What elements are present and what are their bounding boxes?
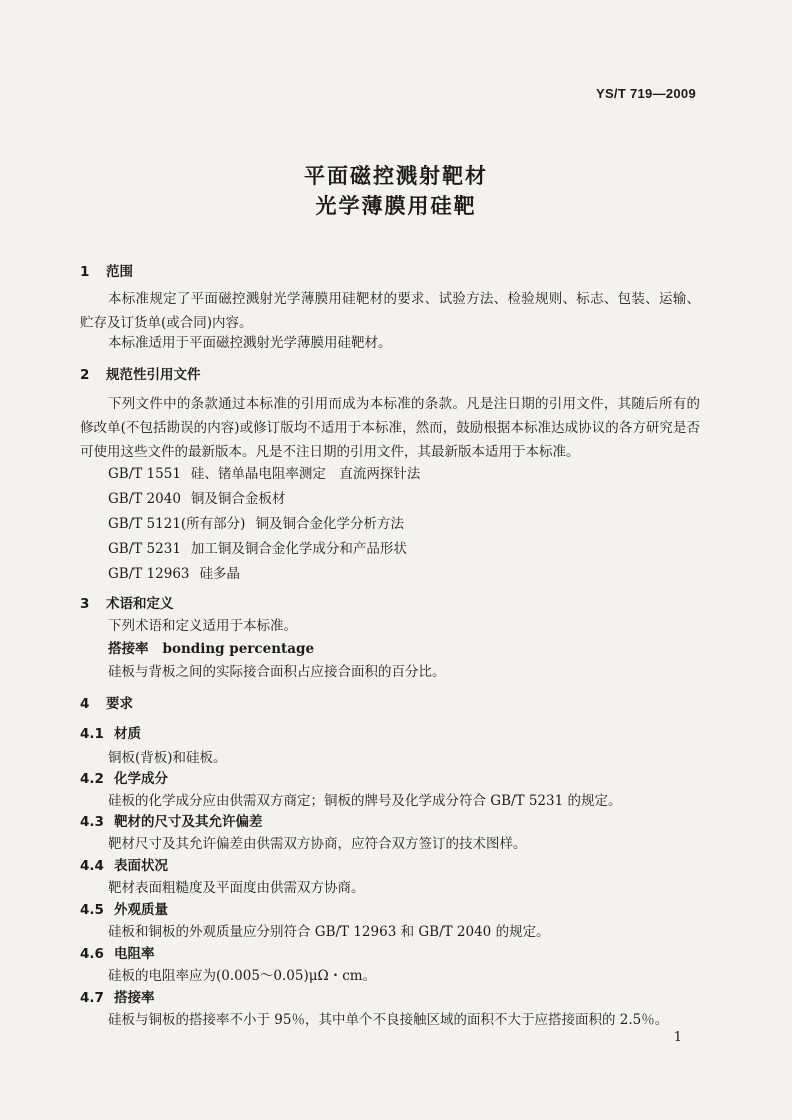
section-number: 1: [80, 264, 90, 280]
reference-code: GB/T 1551: [108, 466, 181, 482]
section-heading-normative-references: [80, 363, 201, 383]
reference-item: [108, 537, 407, 557]
reference-title: 铜及铜合金板材: [190, 491, 286, 507]
subsection-text: 靶材表面粗糙度及平面度由供需双方协商。: [108, 880, 365, 896]
subsection-number: 4.7: [80, 990, 104, 1006]
reference-item: [108, 512, 404, 532]
standard-code: YS/T 719—2009: [595, 86, 696, 101]
scope-paragraph-1: 本标准规定了平面磁控溅射光学薄膜用硅靶材的要求、试验方法、检验规则、标志、包装、运输、贮存及订货单(或合同)内容。: [80, 291, 700, 331]
references-paragraph: 下列文件中的条款通过本标准的引用而成为本标准的条款。凡是注日期的引用文件，其随后所有的修改单(不包括勘误的内容)或修订版均不适用于本标准，然而，鼓励根据本标准达成协议的各方研究是否可使用这些文件的最新版本。凡是不注日期的引用文件，其最新版本适用于本标准。: [80, 396, 700, 460]
subsection-heading: [80, 810, 263, 830]
subsection-title: 外观质量: [114, 902, 168, 918]
subsection-heading: [80, 986, 155, 1006]
subsection-number: 4.6: [80, 946, 104, 962]
page-number: 1: [673, 1030, 682, 1045]
scope-paragraph-2: 本标准适用于平面磁控溅射光学薄膜用硅靶材。: [108, 335, 392, 351]
section-heading-requirements: [80, 692, 133, 712]
reference-code: GB/T 2040: [108, 491, 181, 507]
reference-item: [108, 487, 285, 507]
terms-intro: 下列术语和定义适用于本标准。: [108, 618, 297, 634]
reference-code: GB/T 12963: [108, 566, 190, 582]
term-chinese: 搭接率: [108, 641, 149, 657]
subsection-heading: [80, 722, 141, 742]
reference-code: GB/T 5121(所有部分): [108, 516, 246, 532]
subsection-text: 铜板(背板)和硅板。: [108, 750, 227, 766]
subsection-title: 搭接率: [114, 990, 155, 1006]
subsection-number: 4.3: [80, 814, 104, 830]
subsection-heading: [80, 942, 155, 962]
subsection-number: 4.5: [80, 902, 104, 918]
section-heading-terms: [80, 592, 174, 612]
subsection-number: 4.2: [80, 771, 104, 787]
subsection-title: 靶材的尺寸及其允许偏差: [114, 814, 263, 830]
term-definition: 硅板与背板之间的实际接合面积占应接合面积的百分比。: [108, 664, 446, 680]
section-title: 要求: [106, 696, 133, 712]
subsection-text: 硅板的化学成分应由供需双方商定；铜板的牌号及化学成分符合 GB/T 5231 的规定。: [108, 793, 622, 809]
subsection-text: 硅板的电阻率应为(0.005～0.05)μΩ・cm。: [108, 968, 377, 984]
subsection-text: 靶材尺寸及其允许偏差由供需双方协商，应符合双方签订的技术图样。: [108, 836, 527, 852]
section-number: 4: [80, 696, 90, 712]
subsection-title: 表面状况: [114, 858, 168, 874]
section-number: 2: [80, 367, 90, 383]
reference-title: 硅多晶: [199, 566, 240, 582]
section-title: 范围: [106, 264, 133, 280]
subsection-text: 硅板与铜板的搭接率不小于 95％，其中单个不良接触区域的面积不大于应搭接面积的 2.5％。: [108, 1012, 669, 1028]
section-title: 规范性引用文件: [106, 367, 201, 383]
subsection-heading: [80, 767, 168, 787]
subsection-number: 4.4: [80, 858, 104, 874]
section-heading-scope: [80, 260, 133, 280]
term-entry: [108, 637, 314, 657]
subsection-title: 电阻率: [114, 946, 155, 962]
term-english: bonding percentage: [162, 641, 315, 657]
section-number: 3: [80, 596, 90, 612]
section-title: 术语和定义: [106, 596, 174, 612]
reference-code: GB/T 5231: [108, 541, 181, 557]
subsection-number: 4.1: [80, 726, 104, 742]
reference-title: 铜及铜合金化学分析方法: [255, 516, 404, 532]
reference-item: [108, 562, 240, 582]
document-title-line2: 光学薄膜用硅靶: [315, 194, 477, 218]
reference-title: 硅、锗单晶电阻率测定 直流两探针法: [190, 466, 421, 482]
subsection-heading: [80, 854, 168, 874]
reference-item: [108, 462, 420, 482]
subsection-title: 化学成分: [114, 771, 168, 787]
subsection-text: 硅板和铜板的外观质量应分别符合 GB/T 12963 和 GB/T 2040 的规定。: [108, 924, 550, 940]
subsection-title: 材质: [114, 726, 141, 742]
reference-title: 加工铜及铜合金化学成分和产品形状: [190, 541, 407, 557]
document-title-line1: 平面磁控溅射靶材: [304, 164, 488, 188]
subsection-heading: [80, 898, 168, 918]
